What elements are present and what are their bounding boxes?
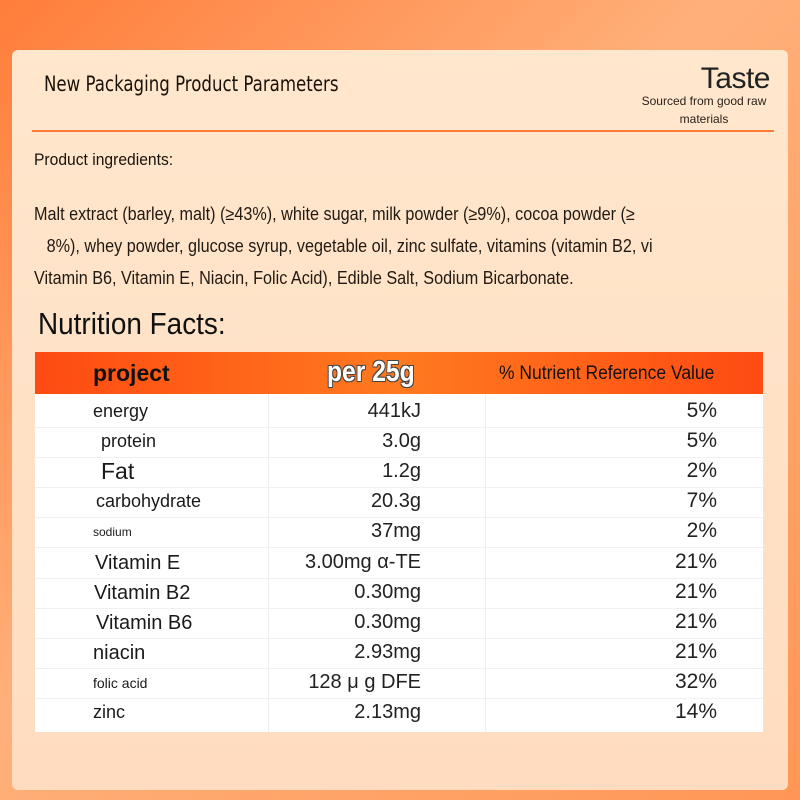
- brand-block: [610, 62, 770, 128]
- nutrient-nrv: 5%: [686, 399, 717, 422]
- nutrition-facts-title: Nutrition Facts:: [38, 306, 226, 341]
- nutrient-nrv: 5%: [686, 429, 717, 452]
- page-title: New Packaging Product Parameters: [44, 72, 339, 96]
- nutrient-amount: 128 μ g DFE: [308, 671, 421, 693]
- nutrient-amount: 3.00mg α-TE: [304, 551, 421, 573]
- nutrient-name: Vitamin B6: [96, 612, 193, 634]
- nutrient-name: Fat: [101, 458, 135, 484]
- table-row: [35, 608, 763, 639]
- ingredients-line: 8%), whey powder, glucose syrup, vegetable oil, zinc sulfate, vitamins (vitamin B2, vi: [46, 236, 653, 256]
- nutrient-nrv: 32%: [674, 670, 717, 693]
- table-row: [35, 427, 763, 458]
- table-row: [35, 517, 763, 548]
- column-header-per-serving: per 25g: [327, 356, 415, 388]
- ingredients-line: Malt extract (barley, malt) (≥43%), white sugar, milk powder (≥9%), cocoa powder (≥: [34, 204, 635, 224]
- brand-tagline: Sourced from good raw materials: [641, 94, 767, 126]
- table-row: [35, 638, 763, 669]
- nutrient-nrv: 7%: [686, 489, 717, 512]
- ingredients-text: [34, 198, 727, 294]
- column-header-project: project: [93, 360, 170, 386]
- brand-name: Taste: [700, 62, 770, 95]
- nutrient-name: Vitamin B2: [94, 582, 191, 604]
- nutrient-nrv: 21%: [674, 610, 717, 633]
- nutrient-name: carbohydrate: [96, 491, 202, 511]
- header-divider: [32, 130, 774, 132]
- table-row: [35, 457, 763, 488]
- nutrient-nrv: 21%: [674, 640, 717, 663]
- table-row: [35, 668, 763, 699]
- nutrient-amount: 37mg: [370, 520, 421, 542]
- nutrient-name: zinc: [93, 702, 126, 722]
- nutrient-name: folic acid: [93, 675, 148, 691]
- nutrient-amount: 2.93mg: [354, 641, 421, 663]
- table-row: [35, 487, 763, 518]
- nutrient-amount: 2.13mg: [354, 701, 421, 723]
- nutrient-amount: 0.30mg: [354, 611, 421, 633]
- column-header-nrv: % Nutrient Reference Value: [499, 363, 715, 384]
- nutrient-amount: 1.2g: [382, 460, 421, 482]
- table-row: [35, 698, 763, 728]
- ingredients-line: Vitamin B6, Vitamin E, Niacin, Folic Acid), Edible Salt, Sodium Bicarbonate.: [34, 268, 574, 288]
- nutrition-table: [35, 352, 763, 732]
- ingredients-label: Product ingredients:: [34, 150, 174, 169]
- nutrient-name: sodium: [93, 525, 132, 539]
- nutrient-nrv: 21%: [674, 580, 717, 603]
- nutrient-name: protein: [101, 431, 157, 451]
- nutrient-amount: 20.3g: [370, 490, 421, 512]
- nutrient-amount: 0.30mg: [354, 581, 421, 603]
- nutrient-name: niacin: [93, 642, 146, 664]
- table-header: [35, 352, 763, 394]
- nutrient-nrv: 21%: [674, 550, 717, 573]
- nutrient-name: energy: [93, 401, 149, 421]
- nutrient-nrv: 14%: [674, 700, 717, 723]
- nutrient-nrv: 2%: [686, 459, 717, 482]
- nutrient-name: Vitamin E: [95, 552, 181, 574]
- nutrient-nrv: 2%: [686, 519, 717, 542]
- nutrient-amount: 3.0g: [382, 430, 421, 452]
- table-row: [35, 548, 763, 579]
- table-row: [35, 397, 763, 428]
- table-row: [35, 578, 763, 609]
- nutrient-amount: 441kJ: [367, 400, 421, 422]
